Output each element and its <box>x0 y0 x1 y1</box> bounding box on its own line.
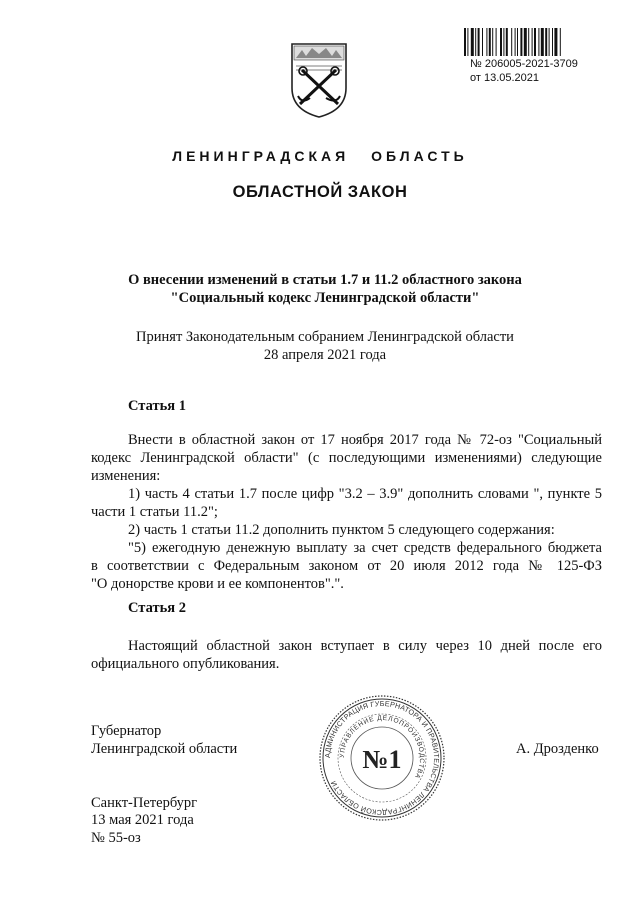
seal-inner-text: УПРАВЛЕНИЕ ДЕЛОПРОИЗВОДСТВА <box>338 714 426 780</box>
signatory-region: Ленинградской области <box>91 741 238 757</box>
article-1-line: Внести в областной закон от 17 ноября 2017 года № 72-оз "Социальный <box>128 432 602 448</box>
article-2-line: официального опубликования. <box>91 656 280 672</box>
seal-center-number: №1 <box>362 745 402 774</box>
signing-place: Санкт-Петербург <box>91 795 198 811</box>
article-1-line: изменения: <box>91 468 161 484</box>
signatory-title: Губернатор <box>91 723 162 739</box>
article-1-line: "О донорстве крови и ее компонентов".". <box>91 576 344 592</box>
law-title-line-1: О внесении изменений в статьи 1.7 и 11.2 областного закона <box>128 272 522 288</box>
article-1-line: 2) часть 1 статьи 11.2 дополнить пунктом 5 следующего содержания: <box>128 522 555 538</box>
coat-of-arms-icon <box>286 40 352 120</box>
region-heading <box>0 148 640 164</box>
adoption-date: 28 апреля 2021 года <box>263 347 387 363</box>
signatory-name: А. Дрозденко <box>516 741 599 757</box>
barcode-icon <box>464 28 604 56</box>
article-2-heading: Статья 2 <box>128 600 186 616</box>
registration-date: от 13.05.2021 <box>470 72 540 84</box>
law-title-line-2: "Социальный кодекс Ленинградской области" <box>170 290 480 306</box>
article-1-heading: Статья 1 <box>128 398 186 414</box>
article-1-line: кодекс Ленинградской области" (с последующими изменениями) следующие <box>91 450 602 466</box>
article-1-line: части 1 статьи 11.2"; <box>91 504 218 520</box>
article-2-line: Настоящий областной закон вступает в силу через 10 дней после его <box>128 638 602 654</box>
article-1-line: в соответствии с Федеральным законом от 20 июля 2012 года № 125-ФЗ <box>91 558 602 574</box>
seal-ring-text: АДМИНИСТРАЦИЯ ГУБЕРНАТОРА И ПРАВИТЕЛЬСТВА ЛЕНИНГРАДСКОЙ ОБЛАСТИ <box>322 698 442 818</box>
region-word-1: ЛЕНИНГРАДСКАЯ <box>172 148 350 164</box>
official-seal <box>318 694 446 822</box>
adoption-line-1: Принят Законодательным собранием Ленинградской области <box>136 329 514 345</box>
registration-number: № 206005-2021-3709 <box>470 58 578 70</box>
article-1-line: 1) часть 4 статьи 1.7 после цифр "3.2 – 3.9" дополнить словами ", пункте 5 <box>128 486 602 502</box>
document-type: ОБЛАСТНОЙ ЗАКОН <box>232 183 408 201</box>
law-number: № 55-оз <box>91 830 141 846</box>
signing-date: 13 мая 2021 года <box>91 812 194 828</box>
region-word-2: ОБЛАСТЬ <box>371 148 468 164</box>
article-1-line: "5) ежегодную денежную выплату за счет средств федерального бюджета <box>128 540 602 556</box>
